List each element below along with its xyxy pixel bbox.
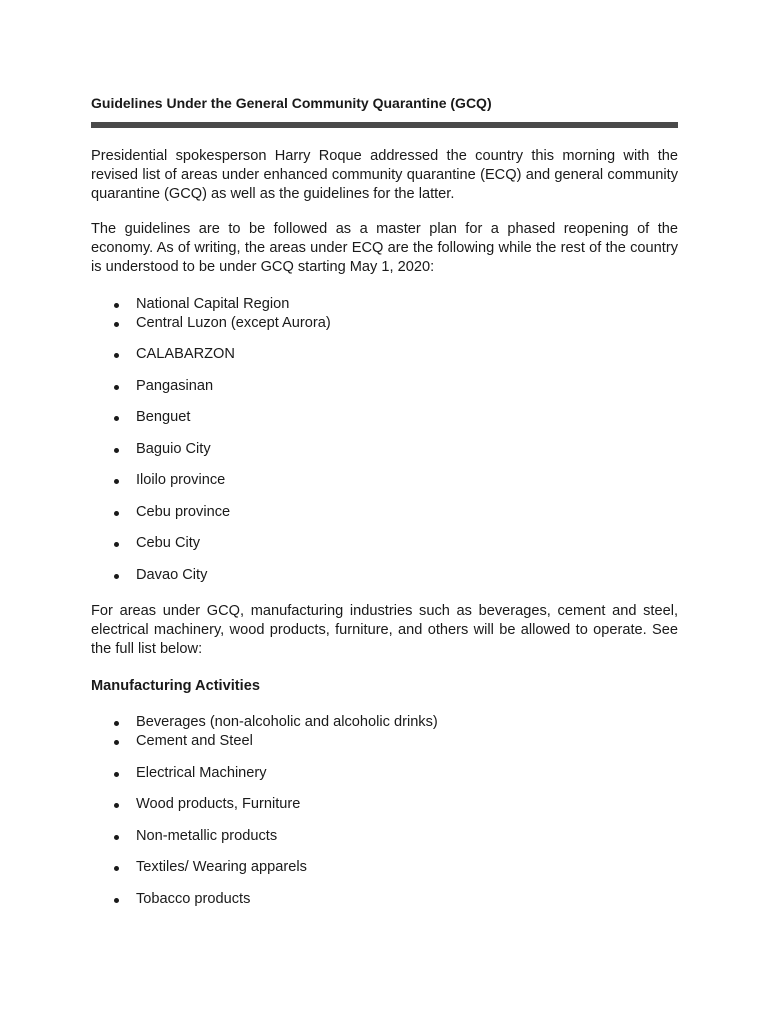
guidelines-paragraph: The guidelines are to be followed as a master plan for a phased reopening of the economy. As of writing, the areas under ECQ are the following while the rest of the country is understood to be under GCQ starting May 1, 2020: xyxy=(91,221,678,275)
bullet-icon xyxy=(114,448,119,453)
bullet-icon xyxy=(114,835,119,840)
bullet-icon xyxy=(114,898,119,903)
bullet-icon xyxy=(114,866,119,871)
bullet-icon xyxy=(114,574,119,579)
manufacturing-heading: Manufacturing Activities xyxy=(91,678,260,694)
bullet-icon xyxy=(114,479,119,484)
title-divider xyxy=(91,122,678,128)
bullet-icon xyxy=(114,740,119,745)
document-title: Guidelines Under the General Community Quarantine (GCQ) xyxy=(91,95,492,111)
gcq-paragraph: For areas under GCQ, manufacturing industries such as beverages, cement and steel, electrical machinery, wood products, furniture, and others will be allowed to operate. See the full list below: xyxy=(91,603,678,657)
bullet-icon xyxy=(114,416,119,421)
bullet-icon xyxy=(114,721,119,726)
bullet-icon xyxy=(114,322,119,327)
bullet-icon xyxy=(114,542,119,547)
bullet-icon xyxy=(114,803,119,808)
bullet-icon xyxy=(114,385,119,390)
bullet-icon xyxy=(114,511,119,516)
bullet-icon xyxy=(114,353,119,358)
bullet-icon xyxy=(114,772,119,777)
bullet-icon xyxy=(114,303,119,308)
intro-paragraph: Presidential spokesperson Harry Roque addressed the country this morning with the revised list of areas under enhanced community quarantine (ECQ) and general community quarantine (GCQ) as well as the guidelines for the latter. xyxy=(91,148,678,202)
